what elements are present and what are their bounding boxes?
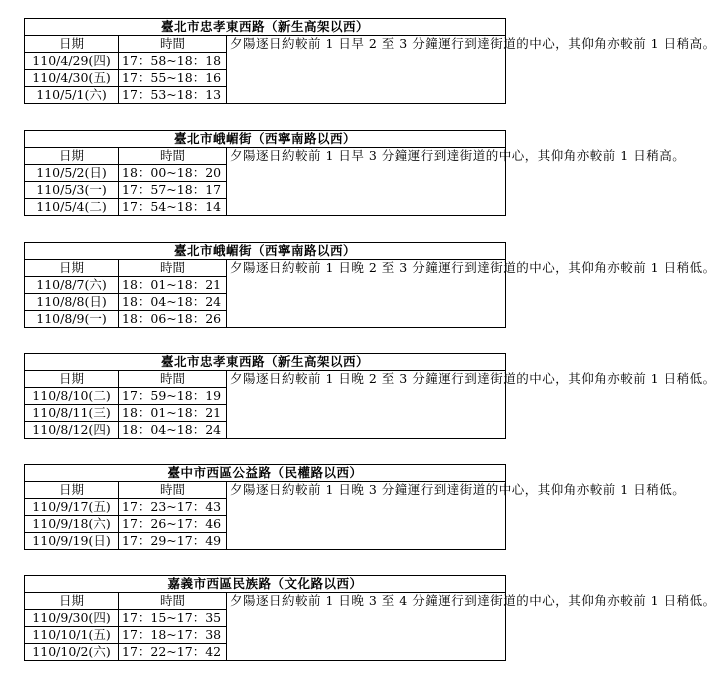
schedule-table [24, 130, 686, 216]
time-column-header: 時間 [119, 36, 227, 53]
time-cell: 17：54~18：14 [119, 199, 227, 216]
date-cell: 110/8/9(一) [25, 311, 119, 328]
time-cell: 17：55~18：16 [119, 70, 227, 87]
time-cell: 18：06~18：26 [119, 311, 227, 328]
time-cell: 17：59~18：19 [119, 388, 227, 405]
time-column-header: 時間 [119, 371, 227, 388]
date-cell: 110/8/11(三) [25, 405, 119, 422]
time-cell: 18：04~18：24 [119, 294, 227, 311]
note-text: 夕陽逐日約較前 1 日晚 2 至 3 分鐘運行到達街道的中心，其仰角亦較前 1 日稍低。 [227, 371, 506, 439]
table-title: 臺北市忠孝東西路（新生高架以西） [25, 354, 506, 371]
time-cell: 17：23~17：43 [119, 499, 227, 516]
time-cell: 17：29~17：49 [119, 533, 227, 550]
time-column-header: 時間 [119, 260, 227, 277]
time-cell: 18：04~18：24 [119, 422, 227, 439]
table-title: 臺北市峨嵋街（西寧南路以西） [25, 131, 506, 148]
date-column-header: 日期 [25, 593, 119, 610]
date-cell: 110/10/2(六) [25, 644, 119, 661]
time-cell: 17：26~17：46 [119, 516, 227, 533]
date-cell: 110/9/19(日) [25, 533, 119, 550]
time-cell: 17：22~17：42 [119, 644, 227, 661]
table-title: 嘉義市西區民族路（文化路以西） [25, 576, 506, 593]
date-cell: 110/5/2(日) [25, 165, 119, 182]
schedule-table [24, 18, 716, 104]
date-cell: 110/8/8(日) [25, 294, 119, 311]
time-column-header: 時間 [119, 148, 227, 165]
date-cell: 110/8/10(二) [25, 388, 119, 405]
time-cell: 17：15~17：35 [119, 610, 227, 627]
date-cell: 110/9/18(六) [25, 516, 119, 533]
date-cell: 110/9/30(四) [25, 610, 119, 627]
schedule-table [24, 464, 686, 550]
time-column-header: 時間 [119, 482, 227, 499]
date-cell: 110/4/29(四) [25, 53, 119, 70]
time-cell: 18：00~18：20 [119, 165, 227, 182]
time-column-header: 時間 [119, 593, 227, 610]
date-column-header: 日期 [25, 371, 119, 388]
date-cell: 110/10/1(五) [25, 627, 119, 644]
time-cell: 18：01~18：21 [119, 277, 227, 294]
note-text: 夕陽逐日約較前 1 日早 3 分鐘運行到達街道的中心，其仰角亦較前 1 日稍高。 [227, 148, 506, 216]
date-cell: 110/5/3(一) [25, 182, 119, 199]
time-cell: 17：18~17：38 [119, 627, 227, 644]
note-text: 夕陽逐日約較前 1 日晚 3 至 4 分鐘運行到達街道的中心，其仰角亦較前 1 日稍低。 [227, 593, 506, 661]
time-cell: 17：53~18：13 [119, 87, 227, 104]
table-title: 臺北市忠孝東西路（新生高架以西） [25, 19, 506, 36]
time-cell: 17：57~18：17 [119, 182, 227, 199]
table-title: 臺中市西區公益路（民權路以西） [25, 465, 506, 482]
date-column-header: 日期 [25, 260, 119, 277]
date-cell: 110/5/1(六) [25, 87, 119, 104]
time-cell: 18：01~18：21 [119, 405, 227, 422]
date-cell: 110/8/7(六) [25, 277, 119, 294]
date-cell: 110/9/17(五) [25, 499, 119, 516]
note-text: 夕陽逐日約較前 1 日晚 3 分鐘運行到達街道的中心，其仰角亦較前 1 日稍低。 [227, 482, 506, 550]
date-cell: 110/5/4(二) [25, 199, 119, 216]
schedule-table [24, 353, 716, 439]
note-text: 夕陽逐日約較前 1 日早 2 至 3 分鐘運行到達街道的中心，其仰角亦較前 1 日稍高。 [227, 36, 506, 104]
date-cell: 110/8/12(四) [25, 422, 119, 439]
date-column-header: 日期 [25, 482, 119, 499]
schedule-table [24, 242, 716, 328]
table-title: 臺北市峨嵋街（西寧南路以西） [25, 243, 506, 260]
note-text: 夕陽逐日約較前 1 日晚 2 至 3 分鐘運行到達街道的中心，其仰角亦較前 1 日稍低。 [227, 260, 506, 328]
date-column-header: 日期 [25, 36, 119, 53]
date-cell: 110/4/30(五) [25, 70, 119, 87]
schedule-table [24, 575, 716, 661]
date-column-header: 日期 [25, 148, 119, 165]
time-cell: 17：58~18：18 [119, 53, 227, 70]
